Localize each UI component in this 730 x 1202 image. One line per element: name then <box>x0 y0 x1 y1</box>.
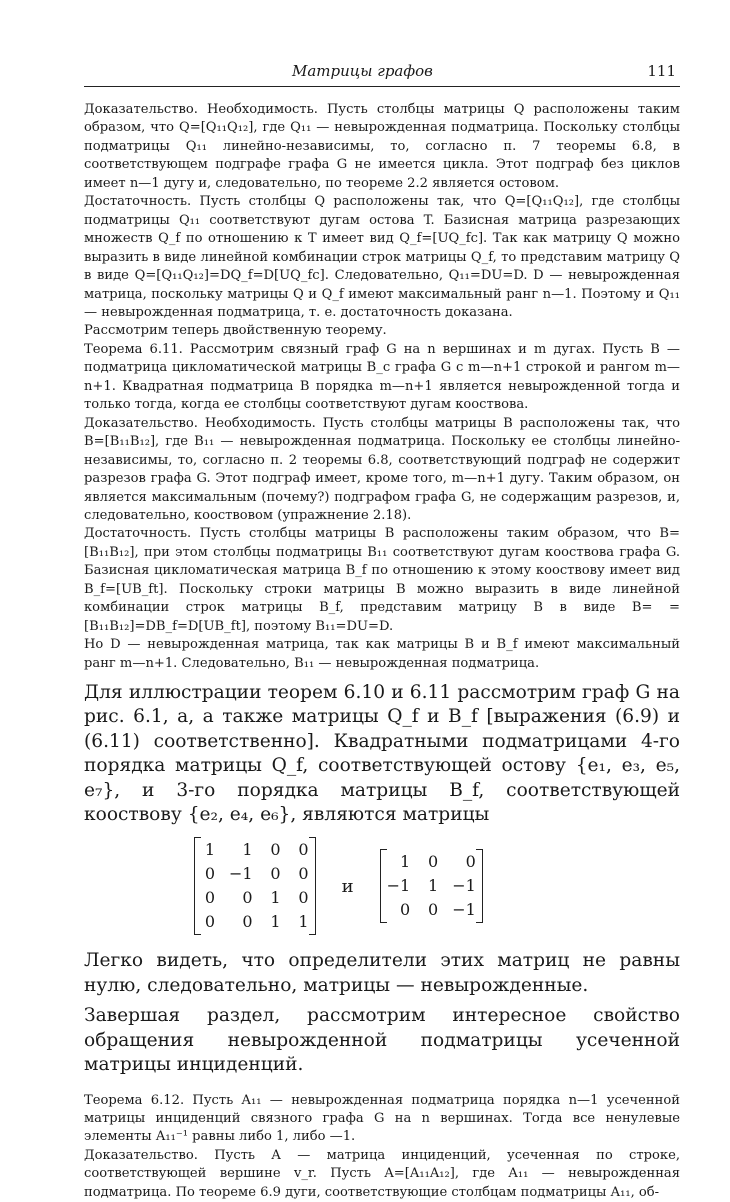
matrix-cell: −1 <box>229 864 253 884</box>
paragraph: Легко видеть, что определители этих матриц не равны нулю, следовательно, матрицы — невырожденные. <box>84 950 680 996</box>
matrix-cell: −1 <box>452 900 476 920</box>
matrix-cell: 1 <box>204 840 215 860</box>
matrix-cell: 0 <box>204 888 215 908</box>
paragraph: Для иллюстрации теорем 6.10 и 6.11 рассмотрим граф G на рис. 6.1, a, а также матрицы Q_f и B_f [выражения (6.9) и (6.11) соответственно]. Квадратными подматрицами 4-го порядка матрицы Q_f, соответствующей остову {e₁, e₃, e₅, e₇}, и 3-го порядка матрицы B_f, соответствующей кооствову {e₂, e₄, e₆}, являются матрицы <box>84 682 680 826</box>
matrix-qf-submatrix <box>194 837 316 935</box>
matrix-cell: 0 <box>204 864 215 884</box>
matrix-bf-submatrix <box>380 849 483 923</box>
matrix-cell: 1 <box>270 912 281 932</box>
theorem-6-11: Теорема 6.11. Рассмотрим связный граф G на n вершинах и m дугах. Пусть B — подматрица цикломатической матрицы B_c графа G с m—n+1 строкой и рангом m—n+1. Квадратная подматрица B порядка m—n+1 является невырожденной тогда и только тогда, когда ее столбцы соответствуют дугам кооствова. <box>84 341 680 413</box>
matrix-cell: 0 <box>270 864 281 884</box>
matrix-cell: 0 <box>204 912 215 932</box>
paragraph: Рассмотрим теперь двойственную теорему. <box>84 323 387 339</box>
matrix-cell: 1 <box>298 912 309 932</box>
theorem-6-12-block <box>84 1092 680 1202</box>
proof-6-10-block <box>84 101 680 673</box>
matrix-cell: 1 <box>428 876 439 896</box>
matrix-cell: 0 <box>428 900 439 920</box>
matrix-conjunction: и <box>341 875 354 897</box>
matrix-cell: 0 <box>298 840 309 860</box>
matrix-cell: 0 <box>242 912 253 932</box>
matrices-display <box>194 837 680 935</box>
page <box>84 62 680 1202</box>
running-header <box>84 62 680 87</box>
matrix-cell: 1 <box>270 888 281 908</box>
paragraph: Завершая раздел, рассмотрим интересное свойство обращения невырожденной подматрицы усеченной матрицы инциденций. <box>84 1005 680 1076</box>
paragraph: Доказательство. Необходимость. Пусть столбцы матрицы Q расположены таким образом, что Q=[Q₁₁Q₁₂], где Q₁₁ — невырожденная подматрица. Поскольку столбцы подматрицы Q₁₁ линейно-независимы, то, согласно п. 7 теоремы 6.8, в соответствующем подграфе графа G не имеется цикла. Этот подграф без циклов имеет n—1 дугу и, следовательно, по теореме 2.2 является остовом. <box>84 102 680 191</box>
matrix-cell: 0 <box>298 864 309 884</box>
matrix-cell: 0 <box>270 840 281 860</box>
matrix-cell: 0 <box>400 900 411 920</box>
matrix-cell: 1 <box>400 852 411 872</box>
paragraph: Доказательство. Пусть A — матрица инциденций, усеченная по строке, соответствующей вершине v_r. Пусть A=[A₁₁A₁₂], где A₁₁ — невырожденная подматрица. По теореме 6.9 дуги, соответствующие столбцам подматрицы A₁₁, об- <box>84 1147 680 1200</box>
conclusion-block <box>84 949 680 1077</box>
matrix-cell: 0 <box>242 888 253 908</box>
paragraph: Доказательство. Необходимость. Пусть столбцы матрицы B расположены так, что B=[B₁₁B₁₂], где B₁₁ — невырожденная подматрица. Поскольку ее столбцы линейно-независимы, то, согласно п. 2 теоремы 6.8, соответствующий подграф не содержит разрезов графа G. Этот подграф имеет, кроме того, m—n+1 дугу. Таким образом, он является максимальным (почему?) подграфом графа G, не содержащим разрезов, и, следовательно, кооствовом (упражнение 2.18). <box>84 415 680 523</box>
illustration-block <box>84 681 680 827</box>
matrix-cell: 0 <box>465 852 476 872</box>
paragraph: Но D — невырожденная матрица, так как матрицы B и B_f имеют максимальный ранг m—n+1. Следовательно, B₁₁ — невырожденная подматрица. <box>84 637 680 671</box>
matrix-cell: 1 <box>242 840 253 860</box>
paragraph: Достаточность. Пусть столбцы Q расположены так, что Q=[Q₁₁Q₁₂], где столбцы подматрицы Q₁₁ соответствуют дугам остова T. Базисная матрица разрезающих множеств Q_f по отношению к T имеет вид Q_f=[UQ_fc]. Так как матрицу Q можно выразить в виде линейной комбинации строк матрицы Q_f, то представим матрицу Q в виде Q=[Q₁₁Q₁₂]=DQ_f=D[UQ_fc]. Следовательно, Q₁₁=DU=D. D — невырожденная матрица, поскольку матрицы Q и Q_f имеют максимальный ранг n—1. Поэтому и Q₁₁ — невырожденная подматрица, т. е. достаточность доказана. <box>84 194 680 320</box>
theorem-6-12: Теорема 6.12. Пусть A₁₁ — невырожденная подматрица порядка n—1 усеченной матрицы инциденций связного графа G на n вершинах. Тогда все ненулевые элементы A₁₁⁻¹ равны либо 1, либо —1. <box>84 1092 680 1145</box>
matrix-cell: −1 <box>452 876 476 896</box>
matrix-cell: −1 <box>386 876 411 896</box>
page-number: 111 <box>647 62 676 80</box>
matrix-cell: 0 <box>298 888 309 908</box>
paragraph: Достаточность. Пусть столбцы матрицы B расположены таким образом, что B=[B₁₁B₁₂], при этом столбцы подматрицы B₁₁ соответствуют дугам кооствова графа G. Базисная цикломатическая матрица B_f по отношению к этому кооствову имеет вид B_f=[UB_ft]. Поскольку строки матрицы B можно выразить в виде линейной комбинации строк матрицы B_f, представим матрицу B в виде B= =[B₁₁B₁₂]=DB_f=D[UB_ft], поэтому B₁₁=DU=D. <box>84 526 680 634</box>
running-title: Матрицы графов <box>292 62 433 80</box>
matrix-cell: 0 <box>428 852 439 872</box>
